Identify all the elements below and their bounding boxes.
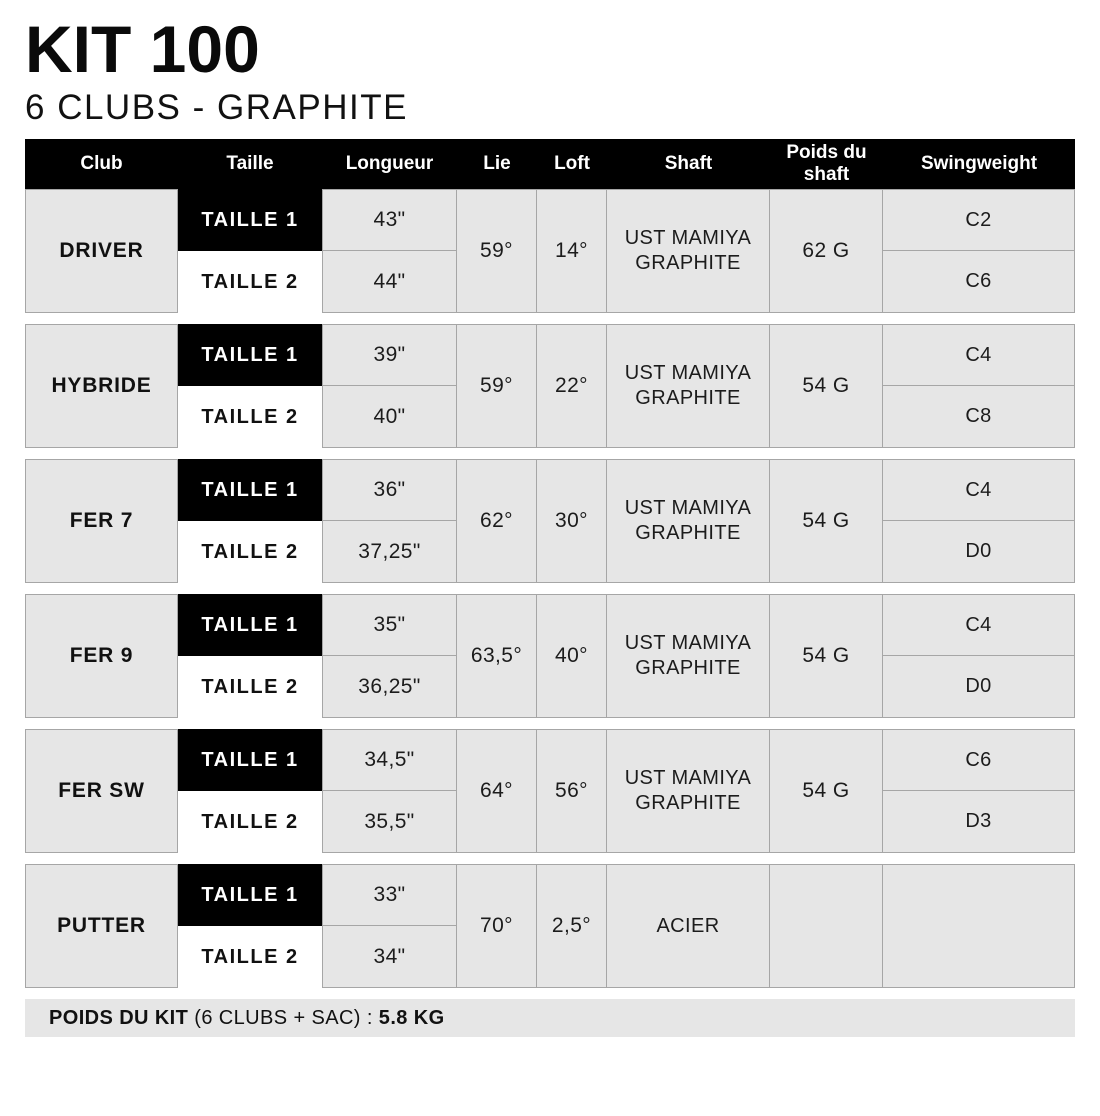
taille-1-badge: TAILLE 1 xyxy=(178,864,322,926)
page-title: KIT 100 xyxy=(25,12,260,86)
kit-weight-footer xyxy=(25,999,1075,1037)
col-header-lie: Lie xyxy=(483,153,511,175)
club-name-cell: DRIVER xyxy=(25,189,178,313)
swingweight-taille1-cell: C2 xyxy=(883,189,1075,251)
club-name-cell: FER 7 xyxy=(25,459,178,583)
shaft-weight-cell: 62 G xyxy=(770,189,883,313)
taille-1-badge: TAILLE 1 xyxy=(178,324,322,386)
taille-1-length-cell: 33" xyxy=(322,864,457,926)
col-header-taille: Taille xyxy=(226,153,274,175)
taille-1-length-cell: 43" xyxy=(322,189,457,251)
taille-2-length-cell: 44" xyxy=(322,251,457,313)
swingweight-taille1-cell: C4 xyxy=(883,324,1075,386)
col-header-poids-du-shaft: Poids du shaft xyxy=(786,142,867,185)
shaft-cell: UST MAMIYA GRAPHITE xyxy=(607,459,770,583)
taille-2-length-cell: 40" xyxy=(322,386,457,448)
loft-cell: 30° xyxy=(537,459,607,583)
shaft-cell: UST MAMIYA GRAPHITE xyxy=(607,594,770,718)
shaft-cell: UST MAMIYA GRAPHITE xyxy=(607,729,770,853)
club-name-cell: FER 9 xyxy=(25,594,178,718)
spec-row-driver xyxy=(25,189,1075,313)
shaft-weight-cell: 54 G xyxy=(770,324,883,448)
lie-cell: 59° xyxy=(457,189,537,313)
spec-row-putter xyxy=(25,864,1075,988)
swingweight-taille1-cell: C6 xyxy=(883,729,1075,791)
lie-cell: 70° xyxy=(457,864,537,988)
swingweight-taille1-cell: C4 xyxy=(883,594,1075,656)
table-header-row xyxy=(25,139,1075,189)
kit-weight-detail: (6 CLUBS + SAC) : xyxy=(194,1006,373,1029)
col-header-longueur: Longueur xyxy=(345,153,434,175)
swingweight-taille2-cell: C8 xyxy=(883,386,1075,448)
page-subtitle: 6 CLUBS - GRAPHITE xyxy=(25,88,408,127)
taille-1-length-cell: 36" xyxy=(322,459,457,521)
taille-1-badge: TAILLE 1 xyxy=(178,189,322,251)
loft-cell: 40° xyxy=(537,594,607,718)
taille-2-length-cell: 37,25" xyxy=(322,521,457,583)
taille-1-length-cell: 35" xyxy=(322,594,457,656)
loft-cell: 22° xyxy=(537,324,607,448)
kit-weight-label: POIDS DU KIT xyxy=(49,1006,189,1029)
shaft-cell: UST MAMIYA GRAPHITE xyxy=(607,324,770,448)
loft-cell: 56° xyxy=(537,729,607,853)
spec-row-fersw xyxy=(25,729,1075,853)
club-name-cell: FER SW xyxy=(25,729,178,853)
spec-sheet xyxy=(25,12,1075,1037)
swingweight-taille2-cell: C6 xyxy=(883,251,1075,313)
col-header-club: Club xyxy=(80,153,123,175)
taille-2-badge: TAILLE 2 xyxy=(178,251,322,313)
shaft-weight-cell: 54 G xyxy=(770,459,883,583)
taille-1-length-cell: 39" xyxy=(322,324,457,386)
swingweight-taille1-cell: C4 xyxy=(883,459,1075,521)
taille-2-badge: TAILLE 2 xyxy=(178,521,322,583)
lie-cell: 59° xyxy=(457,324,537,448)
col-header-loft: Loft xyxy=(554,153,590,175)
col-header-shaft: Shaft xyxy=(664,153,713,175)
club-name-cell: PUTTER xyxy=(25,864,178,988)
kit-weight-value: 5.8 KG xyxy=(378,1006,445,1029)
taille-1-badge: TAILLE 1 xyxy=(178,729,322,791)
lie-cell: 62° xyxy=(457,459,537,583)
lie-cell: 63,5° xyxy=(457,594,537,718)
spec-row-hybride xyxy=(25,324,1075,448)
swingweight-taille2-cell: D0 xyxy=(883,656,1075,718)
taille-1-badge: TAILLE 1 xyxy=(178,459,322,521)
taille-2-length-cell: 36,25" xyxy=(322,656,457,718)
col-header-swingweight: Swingweight xyxy=(920,153,1038,175)
shaft-cell: UST MAMIYA GRAPHITE xyxy=(607,189,770,313)
lie-cell: 64° xyxy=(457,729,537,853)
shaft-weight-cell xyxy=(770,864,883,988)
swingweight-taille2-cell: D3 xyxy=(883,791,1075,853)
taille-2-badge: TAILLE 2 xyxy=(178,926,322,988)
taille-2-length-cell: 35,5" xyxy=(322,791,457,853)
taille-2-badge: TAILLE 2 xyxy=(178,791,322,853)
shaft-weight-cell: 54 G xyxy=(770,594,883,718)
spec-row-fer9 xyxy=(25,594,1075,718)
taille-2-length-cell: 34" xyxy=(322,926,457,988)
loft-cell: 14° xyxy=(537,189,607,313)
taille-1-length-cell: 34,5" xyxy=(322,729,457,791)
taille-2-badge: TAILLE 2 xyxy=(178,656,322,718)
shaft-cell: ACIER xyxy=(607,864,770,988)
taille-2-badge: TAILLE 2 xyxy=(178,386,322,448)
club-name-cell: HYBRIDE xyxy=(25,324,178,448)
shaft-weight-cell: 54 G xyxy=(770,729,883,853)
taille-1-badge: TAILLE 1 xyxy=(178,594,322,656)
loft-cell: 2,5° xyxy=(537,864,607,988)
swingweight-taille2-cell: D0 xyxy=(883,521,1075,583)
spec-row-fer7 xyxy=(25,459,1075,583)
swingweight-cell-empty xyxy=(883,864,1075,988)
